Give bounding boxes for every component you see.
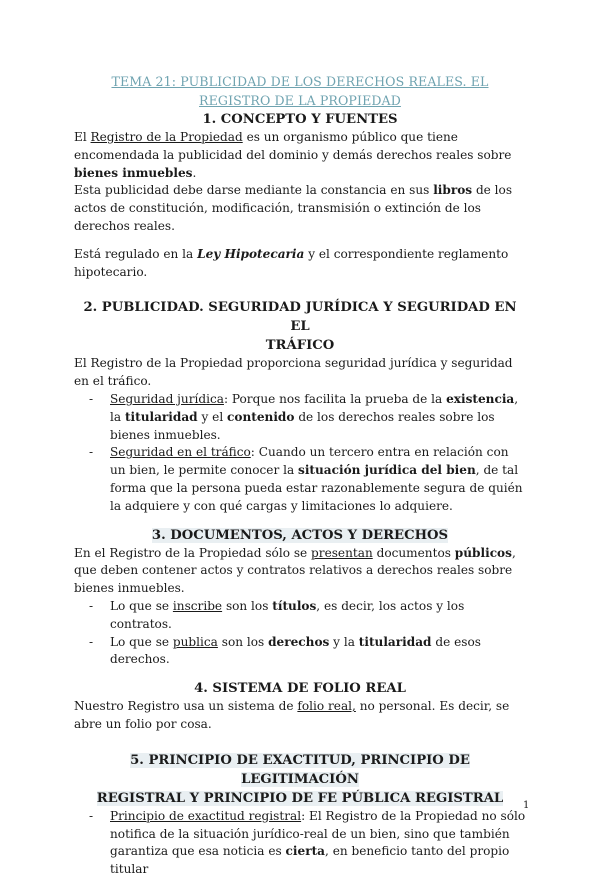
list-item: - Seguridad jurídica: Porque nos facilita la prueba de la existencia, la titularidad y el contenido de los derechos reales sobre los bienes inmuebles. (89, 391, 519, 442)
document-page (74, 72, 526, 879)
section-2-heading: 2. PUBLICIDAD. SEGURIDAD JURÍDICA Y SEGURIDAD EN EL TRÁFICO (83, 300, 517, 354)
term-ley-hipotecaria: Ley Hipotecaria (197, 246, 305, 261)
section-2-list (74, 391, 526, 516)
page-number: 1 (523, 800, 530, 811)
list-item: - Seguridad en el tráfico: Cuando un tercero entra en relación con un bien, le permite conocer la situación jurídica del bien, de tal forma que la persona pueda estar razonablemente segura de quién la adquiere y con qué cargas y limitaciones lo adquiere. (89, 445, 523, 513)
section-5-heading: 5. PRINCIPIO DE EXACTITUD, PRINCIPIO DE LEGITIMACIÓN REGISTRAL Y PRINCIPIO DE FE PÚBLICA REGISTRAL (96, 752, 504, 806)
list-item: - Lo que se inscribe son los títulos, es decir, los actos y los contratos. (89, 598, 465, 631)
list-item: - Principio de exactitud registral: El Registro de la Propiedad no sólo notifica de la situación jurídico-real de un bien, sino que también garantiza que esa noticia es cierta, en beneficio tanto del propio titular (89, 808, 526, 877)
section-1-paragraph-2: Está regulado en la Ley Hipotecaria y el correspondiente reglamento hipotecario. (74, 246, 509, 279)
section-4-paragraph: Nuestro Registro usa un sistema de folio real, no personal. Es decir, se abre un folio por cosa. (74, 699, 510, 731)
section-3-list (74, 598, 526, 669)
section-3-heading: 3. DOCUMENTOS, ACTOS Y DERECHOS (151, 527, 449, 543)
section-1-paragraph-1: El Registro de la Propiedad es un organismo público que tiene encomendada la publicidad del dominio y demás derechos reales sobre bienes inmuebles. Esta publicidad debe darse mediante la constancia en sus libros de los actos de constitución, modificación, transmisión o extinción de los derechos reales. (74, 130, 513, 233)
title-line-1: TEMA 21: PUBLICIDAD DE LOS DERECHOS REALES. EL (111, 74, 489, 89)
section-5-list (74, 808, 526, 879)
document-title (74, 72, 526, 110)
section-2-paragraph: El Registro de la Propiedad proporciona seguridad jurídica y seguridad en el tráfico. (74, 356, 513, 389)
list-item: - Lo que se publica son los derechos y la titularidad de esos derechos. (89, 634, 481, 667)
section-3-paragraph: En el Registro de la Propiedad sólo se presentan documentos públicos, que deben contener actos y contratos relativos a derechos reales sobre bienes inmuebles. (74, 545, 516, 596)
section-1-heading: 1. CONCEPTO Y FUENTES (202, 112, 398, 127)
term-registro: Registro de la Propiedad (90, 130, 243, 144)
title-line-2: REGISTRO DE LA PROPIEDAD (199, 93, 401, 108)
section-4-heading: 4. SISTEMA DE FOLIO REAL (194, 681, 406, 697)
